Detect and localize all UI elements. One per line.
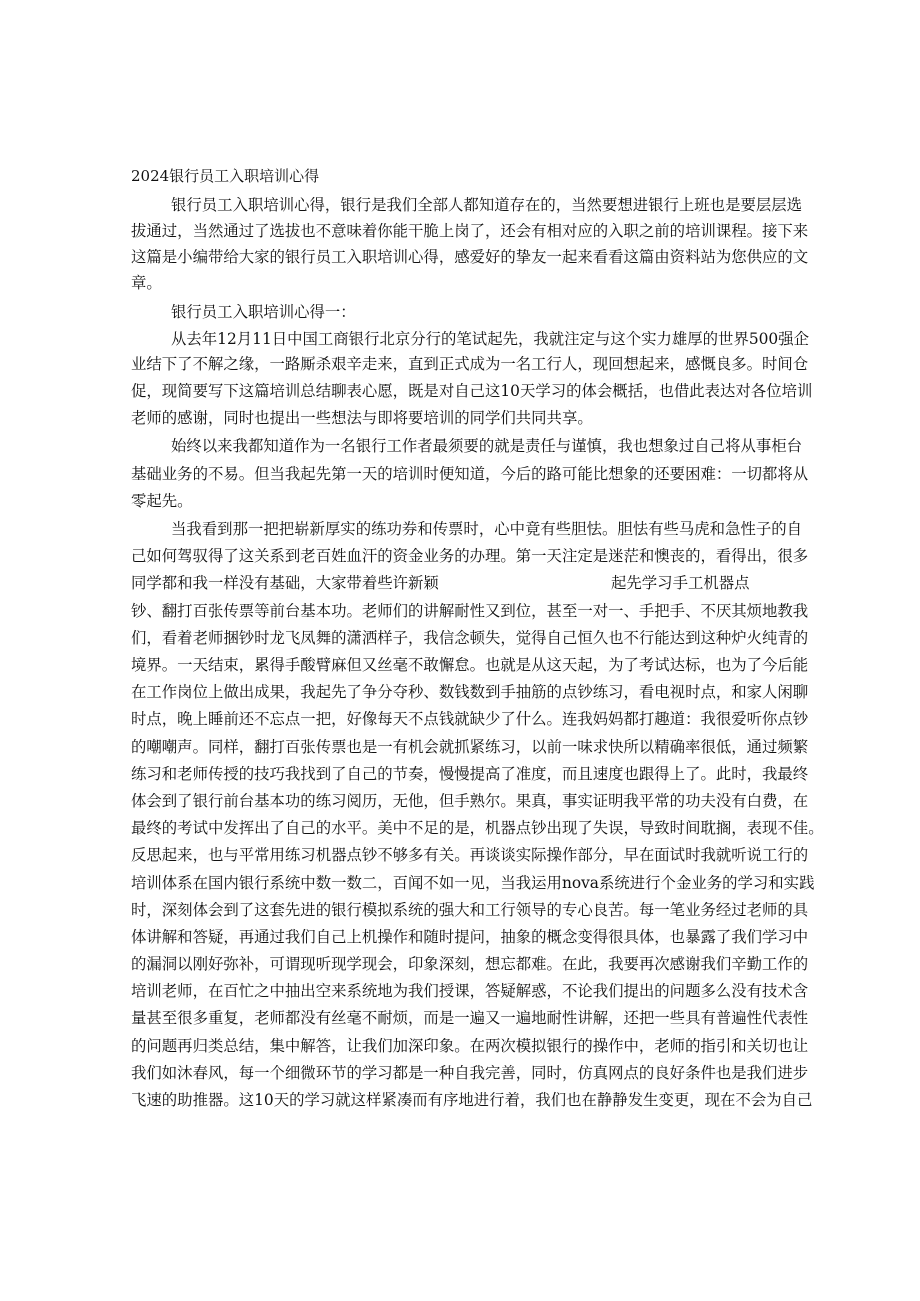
paragraph2-line-2: 基础业务的不易。但当我起先第一天的培训时便知道，今后的路可能比想象的还要困难：一切都将从 [131,465,809,483]
paragraph3-line-11: 体会到了银行前台基本功的练习阅历，无他，但手熟尔。果真，事实证明我平常的功夫没有白费，在 [131,792,809,810]
intro-line-1: 银行员工入职培训心得，银行是我们全部人都知道存在的，当然要想进银行上班也是要层层选 [171,196,803,214]
paragraph3-line-2: 己如何驾驭得了这关系到老百姓血汗的资金业务的办理。第一天注定是迷茫和懊丧的，看得出，很多 [131,547,809,565]
paragraph3-line-14: 培训体系在国内银行系统中数一数二，百闻不如一见，当我运用nova系统进行个金业务的学习和实践 [131,874,815,892]
paragraph1-line-4: 老师的感谢，同时也提出一些想法与即将要培训的同学们共同共享。 [131,409,593,427]
paragraph2-line-1: 始终以来我都知道作为一名银行工作者最须要的就是责任与谨慎，我也想象过自己将从事柜台 [171,437,803,455]
paragraph1-line-1: 从去年12月11日中国工商银行北京分行的笔试起先，我就注定与这个实力雄厚的世界500强企 [171,330,809,348]
paragraph3-line-17: 的漏洞以刚好弥补，可谓现听现学现会，印象深刻，想忘都难。在此，我要再次感谢我们辛勤工作的 [131,955,809,973]
paragraph3-line-18: 培训老师，在百忙之中抽出空来系统地为我们授课，答疑解惑，不论我们提出的问题多么没有技术含 [131,982,809,1000]
paragraph3-line-12: 最终的考试中发挥出了自己的水平。美中不足的是，机器点钞出现了失误，导致时间耽搁，表现不佳。 [131,819,824,837]
paragraph3-line-6: 境界。一天结束，累得手酸臂麻但又丝毫不敢懈怠。也就是从这天起，为了考试达标，也为了今后能 [131,656,809,674]
paragraph3-line-9: 的嘲嘲声。同样，翻打百张传票也是一有机会就抓紧练习，以前一味求快所以精确率很低，通过频繁 [131,738,809,756]
paragraph3-line-7: 在工作岗位上做出成果，我起先了争分夺秒、数钱数到手抽筋的点钞练习，看电视时点，和家人闲聊 [131,683,809,701]
paragraph3-line-20: 的问题再归类总结，集中解答，让我们加深印象。在两次模拟银行的操作中，老师的指引和关切也让 [131,1037,809,1055]
paragraph3-line-21: 我们如沐春风，每一个细微环节的学习都是一种自我完善，同时，仿真网点的良好条件也是我们进步 [131,1064,809,1082]
paragraph3-line-4: 钞、翻打百张传票等前台基本功。老师们的讲解耐性又到位，甚至一对一、手把手、不厌其烦地教我 [131,602,809,620]
paragraph2-line-3: 零起先。 [131,492,193,510]
paragraph3-line-15: 时，深刻体会到了这套先进的银行模拟系统的强大和工行领导的专心良苦。每一笔业务经过老师的具 [131,901,809,919]
intro-line-4: 章。 [131,274,162,292]
intro-line-2: 拔通过，当然通过了选拔也不意味着你能干脆上岗了，还会有相对应的入职之前的培训课程。接下来 [131,222,809,240]
paragraph3-line-19: 量甚至很多重复，老师都没有丝毫不耐烦，而是一遍又一遍地耐性讲解，还把一些具有普遍性代表性 [131,1009,809,1027]
paragraph3-line-22: 飞速的助推器。这10天的学习就这样紧凑而有序地进行着，我们也在静静发生变更，现在不会为自己 [131,1091,813,1109]
paragraph3-line-1: 当我看到那一把把崭新厚实的练功券和传票时，心中竟有些胆怯。胆怯有些马虎和急性子的自 [171,520,803,538]
section-heading: 银行员工入职培训心得一： [171,303,356,321]
paragraph3-line-3a: 同学都和我一样没有基础，大家带着些许新颖 [131,574,439,592]
document-title: 2024银行员工入职培训心得 [131,167,320,185]
paragraph3-line-10: 练习和老师传授的技巧我找到了自己的节奏，慢慢提高了准度，而且速度也跟得上了。此时，我最终 [131,765,809,783]
paragraph1-line-2: 业结下了不解之缘，一路厮杀艰辛走来，直到正式成为一名工行人，现回想起来，感慨良多。时间仓 [131,355,809,373]
paragraph3-line-16: 体讲解和答疑，再通过我们自己上机操作和随时提问，抽象的概念变得很具体，也暴露了我们学习中 [131,928,809,946]
intro-line-3: 这篇是小编带给大家的银行员工入职培训心得，感爱好的挚友一起来看看这篇由资料站为您供应的文 [131,248,809,266]
paragraph3-line-8: 时点，晚上睡前还不忘点一把，好像每天不点钱就缺少了什么。连我妈妈都打趣道：我很爱听你点钞 [131,710,809,728]
paragraph3-line-5: 们，看着老师捆钞时龙飞凤舞的潇洒样子，我信念顿失，觉得自己恒久也不行能达到这种炉火纯青的 [131,629,809,647]
paragraph3-line-3b: 起先学习手工机器点 [611,574,750,592]
paragraph1-line-3: 促，现简要写下这篇培训总结聊表心愿，既是对自己这10天学习的体会概括，也借此表达对各位培训 [131,382,813,400]
paragraph3-line-13: 反思起来，也与平常用练习机器点钞不够多有关。再谈谈实际操作部分，早在面试时我就听说工行的 [131,846,809,864]
